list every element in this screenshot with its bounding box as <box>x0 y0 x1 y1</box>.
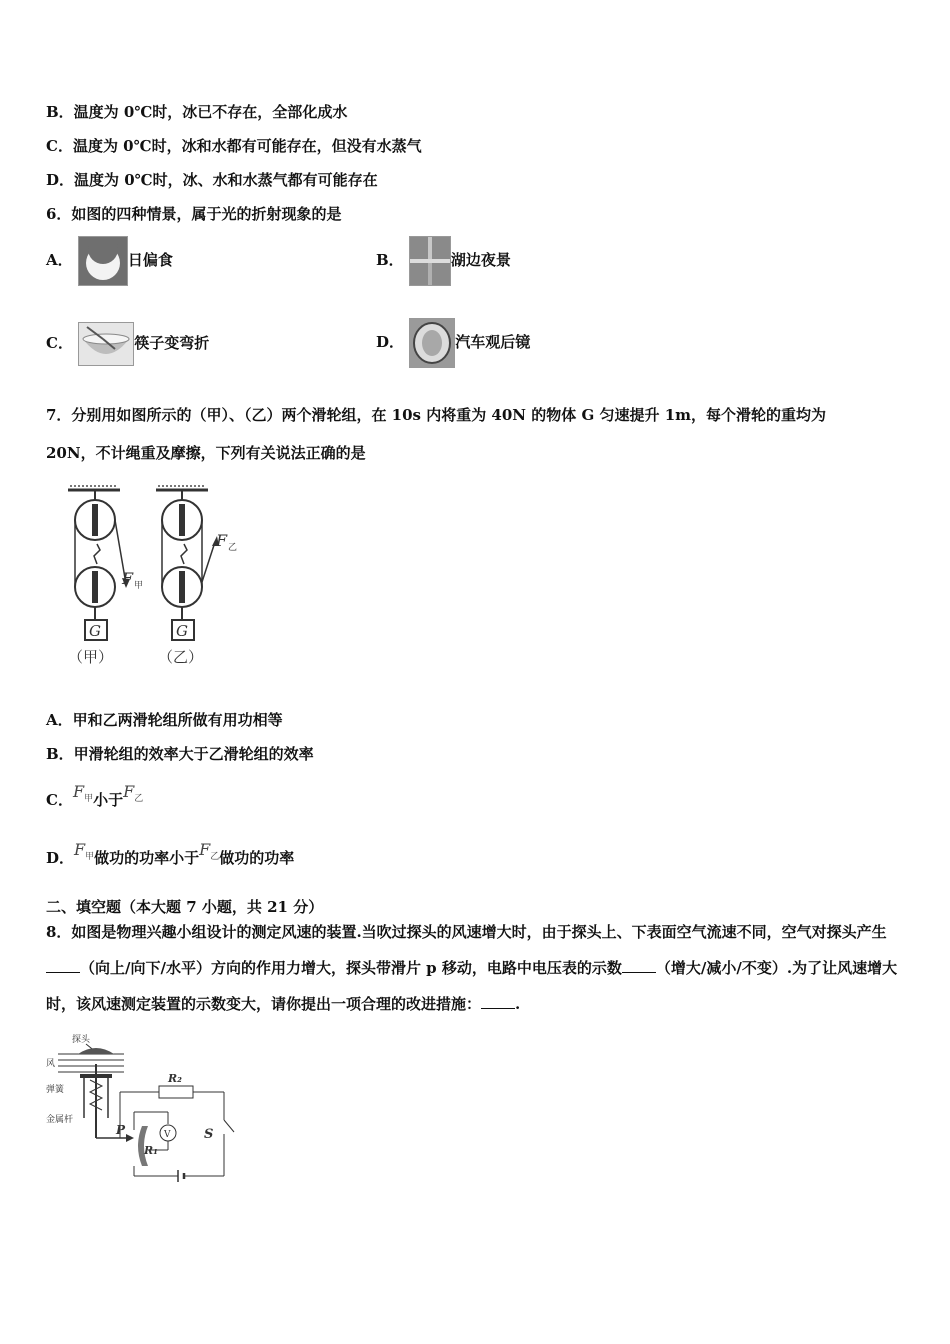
bent-chopstick-image <box>78 322 134 366</box>
pulley-system-jia <box>68 486 143 666</box>
q7-option-a: A．甲和乙两滑轮组所做有用功相等 <box>46 711 283 729</box>
switch-label: S <box>204 1127 214 1142</box>
probe-label: 探头 <box>72 1035 91 1045</box>
option-letter: D． <box>376 333 405 351</box>
pulley-figure <box>60 482 260 672</box>
force-label-yi: F <box>216 531 228 550</box>
f-jia-symbol: $F_甲$ <box>74 840 95 863</box>
option-letter: A． <box>46 251 73 269</box>
option-letter: D． <box>46 849 75 867</box>
answer-blank[interactable] <box>622 958 656 973</box>
q7-option-d <box>46 840 295 875</box>
q5-option-b: B．温度为 0℃时，冰已不存在，全部化成水 <box>46 103 348 121</box>
q5-option-c: C．温度为 0℃时，冰和水都有可能存在，但没有水蒸气 <box>46 137 422 155</box>
answer-blank[interactable] <box>481 994 515 1009</box>
r2-label: R₂ <box>168 1072 182 1085</box>
lake-night-image <box>409 236 451 286</box>
option-text: 做功的功率小于 <box>94 849 200 867</box>
weight-label-yi: G <box>176 622 188 640</box>
force-sub-jia: 甲 <box>134 581 144 591</box>
wind-label: 风 <box>46 1059 56 1069</box>
slider-label: P <box>116 1123 126 1137</box>
force-label-jia: F <box>122 569 134 588</box>
f-yi-symbol: $F_乙$ <box>123 782 144 805</box>
pulley-system-yi <box>156 486 237 666</box>
q6-option-c <box>46 322 209 366</box>
q6-stem: 6．如图的四种情景，属于光的折射现象的是 <box>46 205 342 223</box>
section-heading: 二、填空题（本大题 7 小题，共 21 分） <box>46 898 324 916</box>
wind-speed-circuit-figure <box>44 1030 254 1190</box>
metal-rod-label: 金属杆 <box>46 1115 74 1125</box>
q7-stem-line1: 7．分别用如图所示的（甲）、（乙）两个滑轮组，在 10s 内将重为 40N 的物体 G 匀速提升 1m，每个滑轮的重均为 <box>46 406 827 424</box>
option-letter: C． <box>46 791 73 809</box>
q7-stem-line2: 20N，不计绳重及摩擦，下列有关说法正确的是 <box>46 444 366 462</box>
q6-option-b <box>376 236 511 286</box>
weight-label-jia: G <box>89 622 101 640</box>
option-label: 汽车观后镜 <box>455 333 531 351</box>
q7-option-b: B．甲滑轮组的效率大于乙滑轮组的效率 <box>46 745 314 763</box>
rearview-mirror-image <box>409 318 455 368</box>
option-text: 做功的功率 <box>219 849 295 867</box>
partial-eclipse-image <box>78 236 128 286</box>
option-text: 小于 <box>93 791 124 809</box>
force-sub-yi: 乙 <box>228 543 238 553</box>
f-jia-symbol: $F_甲$ <box>72 782 94 805</box>
option-label: 日偏食 <box>127 251 173 269</box>
q7-option-c <box>46 782 144 817</box>
label-yi: （乙） <box>158 648 204 666</box>
f-yi-symbol: $F_乙$ <box>199 840 220 863</box>
option-letter: C． <box>46 334 73 352</box>
option-letter: B． <box>376 251 404 269</box>
voltmeter-label: V <box>164 1130 171 1140</box>
option-label: 筷子变弯折 <box>134 334 210 352</box>
label-jia: （甲） <box>68 648 114 666</box>
q6-option-d <box>376 318 530 368</box>
r1-label: R₁ <box>144 1144 158 1157</box>
spring-label: 弹簧 <box>46 1085 65 1095</box>
option-label: 湖边夜景 <box>450 251 511 269</box>
answer-blank[interactable] <box>46 958 80 973</box>
q8-stem: 8．如图是物理兴趣小组设计的测定风速的装置.当吹过探头的风速增大时，由于探头上、下表面空气流速不同，空气对探头产生（向上/向下/水平）方向的作用力增大，探头带滑片 p 移动，电路中电压表的示数 （增大/减小/不变）.为了让风速增大时，该风速测定装置的示数变大，请你提出一项合理的改进措施： . <box>46 923 898 1013</box>
q5-option-d: D．温度为 0℃时，冰、水和水蒸气都有可能存在 <box>46 171 378 189</box>
q6-option-a <box>46 236 173 286</box>
